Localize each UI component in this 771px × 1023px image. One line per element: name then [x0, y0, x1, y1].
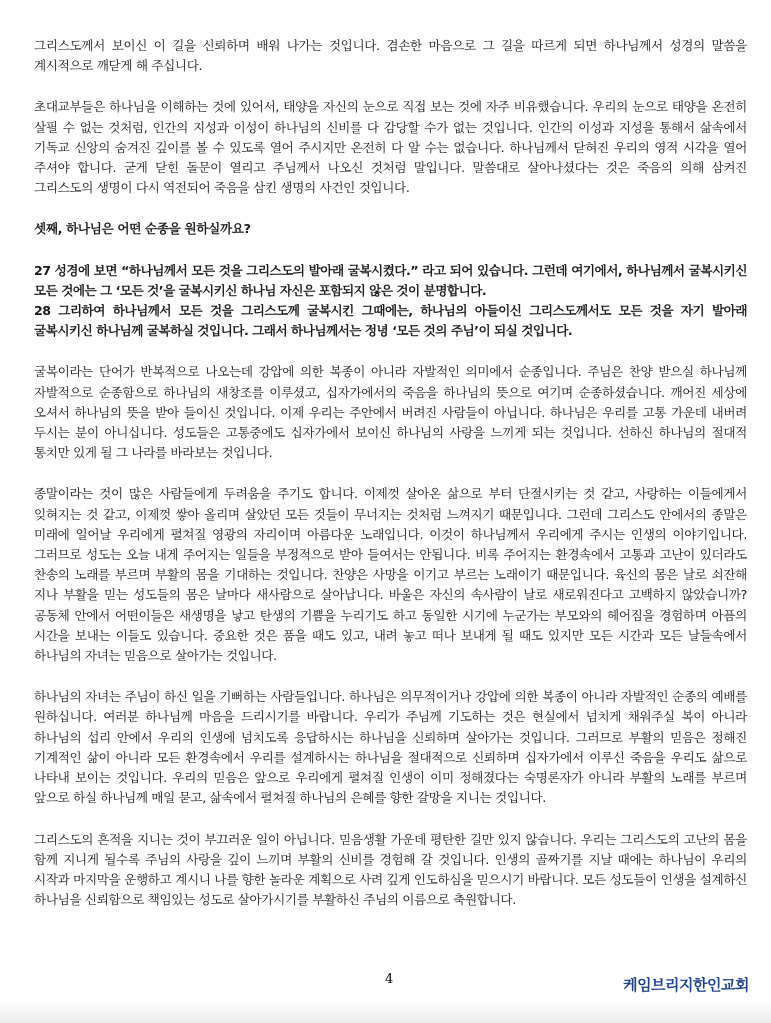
paragraph-2: 초대교부들은 하나님을 이해하는 것에 있어서, 태양을 자신의 눈으로 직접 보는 것에 자주 비유했습니다. 우리의 눈으로 태양을 온전히 살필 수 없는 것처럼, 인간의 지성과 이성이 하나님의 신비를 다 감당할 수가 없는 것입니다. 인간의 이성과 지성을 통해서 삶속에서 기독교 신앙의 숨겨진 깊이를 볼 수 있도록 열어 주시지만 온전히 다 알 수는 없습니다. 하나님께서 닫혀진 우리의 영적 시각을 열어 주셔야 합니다. 굳게 닫힌 돌문이 열리고 주님께서 나오신 것처럼 말입니다. 말씀대로 살아나셨다는 것은 죽음의 의해 삼켜진 그리스도의 생명이 다시 역전되어 죽음을 삼킨 생명의 사건인 것입니다. [34, 99, 747, 196]
paragraph-4: 종말이라는 것이 많은 사람들에게 두려움을 주기도 합니다. 이제껏 살아온 삶으로 부터 단절시키는 것 같고, 사랑하는 이들에게서 잊혀지는 것 같고, 이제껏 쌓아 올리며 살았던 모든 것들이 무너지는 것처럼 느껴지기 때문입니다. 그런데 그리스도 안에서의 종말은 미래에 일어날 우리에게 펼쳐질 영광의 자리이며 아름다운 노래입니다. 이것이 하나님께서 우리에게 주시는 인생의 이야기입니다. 그러므로 성도는 오늘 내게 주어지는 일들을 부정적으로 받아 들여서는 안됩니다. 비록 주어지는 환경속에서 고통과 고난이 있더라도 찬송의 노래를 부르며 부활의 몸을 기대하는 것입니다. 찬양은 사망을 이기고 부르는 노래이기 때문입니다. 육신의 몸은 날로 쇠잔해 지나 부활을 믿는 성도들의 몸은 날마다 새사람으로 살아납니다. 바울은 자신의 속사람이 날로 새로워진다고 고백하지 않았습니까? 공동체 안에서 어떤이들은 새생명을 낳고 탄생의 기쁨을 누리기도 하고 동일한 시기에 누군가는 부모와의 헤어짐을 경험하며 아픔의 시간을 보내는 이들도 있습니다. 중요한 것은 품을 때도 있고, 내려 놓고 떠나 보내게 될 때도 있지만 모든 시간과 모든 날들속에서 하나님의 자녀는 믿음으로 살아가는 것입니다. [34, 486, 747, 664]
sermon-page [34, 36, 747, 910]
page-number: 4 [385, 972, 394, 987]
scripture-verse-27: 27 성경에 보면 “하나님께서 모든 것을 그리스도의 발아래 굴복시켰다.” 라고 되어 있습니다. 그런데 여기에서, 하나님께서 굴복시키신 모든 것에는 그 ‘모든 것’을 굴복시키신 하나님 자신은 포함되지 않은 것이 분명합니다. [34, 262, 747, 298]
church-name: 케임브리지한인교회 [623, 976, 749, 994]
section-heading: 셋째, 하나님은 어떤 순종을 원하실까요? [34, 221, 251, 237]
page-bottom-edge [0, 1001, 771, 1023]
page-footer [0, 970, 771, 1000]
paragraph-6: 그리스도의 흔적을 지니는 것이 부끄러운 일이 아닙니다. 믿음생활 가운데 평탄한 길만 있지 않습니다. 우리는 그리스도의 고난의 몸을 함께 지니게 될수록 주님의 사랑을 깊이 느끼며 부활의 신비를 경험해 갈 것입니다. 인생의 골짜기를 지날 때에는 하나님이 우리의 시작과 마지막을 운행하고 계시니 나를 향한 놀라운 계획으로 사려 깊게 인도하심을 믿으시기 바랍니다. 모든 성도들이 인생을 설계하신 하나님을 신뢰함으로 책임있는 성도로 살아가시기를 부활하신 주님의 이름으로 축원합니다. [34, 831, 747, 908]
paragraph-3: 굴복이라는 단어가 반복적으로 나오는데 강압에 의한 복종이 아니라 자발적인 의미에서 순종입니다. 주님은 찬양 받으실 하나님께 자발적으로 순종함으로 하나님의 새창조를 이루셨고, 십자가에서의 죽음을 하나님의 뜻으로 여기며 순종하셨습니다. 깨어진 세상에 오셔서 하나님의 뜻을 받아 들이신 것입니다. 이제 우리는 주안에서 버려진 사람들이 아닙니다. 하나님은 우리를 고통 가운데 내버려 두시는 분이 아니십니다. 성도들은 고통중에도 십자가에서 보이신 하나님의 사랑을 느끼게 되는 것입니다. 선하신 하나님의 절대적 통치만 있게 될 그 나라를 바라보는 것입니다. [34, 364, 747, 461]
scripture-verse-28: 28 그리하여 하나님께서 모든 것을 그리스도께 굴복시킨 그때에는, 하나님의 아들이신 그리스도께서도 모든 것을 자기 발아래 굴복시키신 하나님께 굴복하실 것입니다. 그래서 하나님께서는 정녕 ‘모든 것의 주님’이 되실 것입니다. [34, 303, 747, 339]
paragraph-5: 하나님의 자녀는 주님이 하신 일을 기뻐하는 사람들입니다. 하나님은 의무적이거나 강압에 의한 복종이 아니라 자발적인 순종의 예배를 원하십니다. 여러분 하나님께 마음을 드리시기를 바랍니다. 우리가 주님께 기도하는 것은 현실에서 넘치게 채워주실 복이 아니라 하나님의 섭리 안에서 우리의 인생에 넘치도록 응답하시는 하나님을 신뢰하며 살아가는 것입니다. 그러므로 부활의 믿음은 정해진 기계적인 삶이 아니라 모든 환경속에서 우리를 설계하시는 하나님을 절대적으로 신뢰하며 십자가에서 이루신 죽음을 우리도 삶으로 나타내 보이는 것입니다. 우리의 믿음은 앞으로 우리에게 펼쳐질 인생이 이미 정해졌다는 숙명론자가 아니라 부활의 노래를 부르며 앞으로 하실 하나님께 매일 묻고, 삶속에서 펼쳐질 하나님의 은혜를 향한 갈망을 지니는 것입니다. [34, 689, 747, 806]
scripture-passage [34, 261, 747, 342]
paragraph-1: 그리스도께서 보이신 이 길을 신뢰하며 배워 나가는 것입니다. 겸손한 마음으로 그 길을 따르게 되면 하나님께서 성경의 말씀을 계시적으로 깨닫게 해 주십니다. [34, 38, 747, 74]
